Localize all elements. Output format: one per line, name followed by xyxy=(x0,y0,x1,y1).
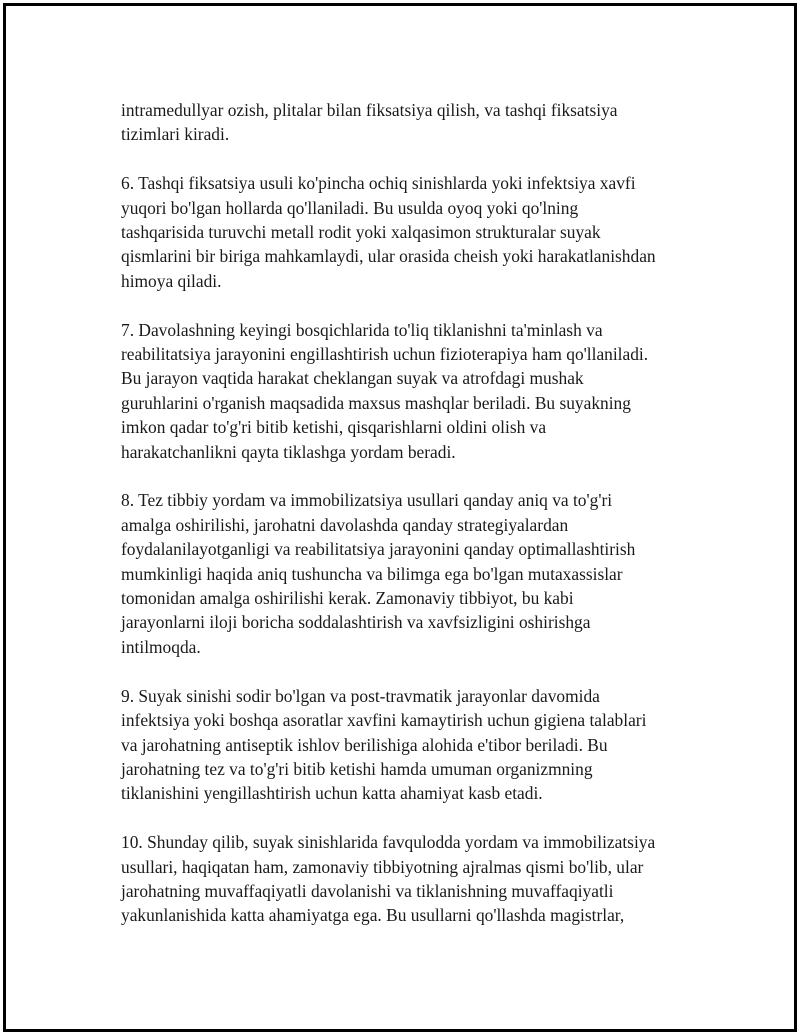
paragraph-continuation: intramedullyar ozish, plitalar bilan fiksatsiya qilish, va tashqi fiksatsiya tizimlari kiradi. xyxy=(121,100,618,145)
document-body xyxy=(121,98,701,952)
paragraph-7: 7. Davolashning keyingi bosqichlarida to'liq tiklanishni ta'minlash va reabilitatsiya jarayonini engillashtirish uchun fizioterapiya ham qo'llaniladi. Bu jarayon vaqtida harakat cheklangan suyak va atrofdagi mushak guruhlarini o'rganish maqsadida maxsus mashqlar beriladi. Bu suyakning imkon qadar to'g'ri bitib ketishi, qisqarishlarni oldini olish va harakatchanlikni qayta tiklashga yordam beradi. xyxy=(121,319,649,462)
paragraph-6: 6. Tashqi fiksatsiya usuli ko'pincha ochiq sinishlarda yoki infektsiya xavfi yuqori bo'lgan hollarda qo'llaniladi. Bu usulda oyoq yoki qo'lning tashqarisida turuvchi metall rodit yoki xalqasimon strukturalar suyak qismlarini bir biriga mahkamlaydi, ular orasida cheish yoki harakatlanishdan himoya qiladi. xyxy=(121,173,656,291)
paragraph-10: 10. Shunday qilib, suyak sinishlarida favqulodda yordam va immobilizatsiya usullari, haqiqatan ham, zamonaviy tibbiyotning ajralmas qismi bo'lib, ular jarohatning muvaffaqiyatli davolanishi va tiklanishning muvaffaqiyatli yakunlanishida katta ahamiyatga ega. Bu usullarni qo'llashda magistrlar, xyxy=(121,832,656,926)
paragraph-9: 9. Suyak sinishi sodir bo'lgan va post-travmatik jarayonlar davomida infektsiya yoki boshqa asoratlar xavfini kamaytirish uchun gigiena talablari va jarohatning antiseptik ishlov berilishiga alohida e'tibor beriladi. Bu jarohatning tez va to'g'ri bitib ketishi hamda umuman organizmning tiklanishini yengillashtirish uchun katta ahamiyat kasb etadi. xyxy=(121,685,647,804)
page-border xyxy=(3,3,797,1032)
paragraph-8: 8. Tez tibbiy yordam va immobilizatsiya usullari qanday aniq va to'g'ri amalga oshirilishi, jarohatni davolashda qanday strategiyalardan foydalanilayotganligi va reabilitatsiya jarayonini qanday optimallashtirish mumkinligi haqida aniq tushuncha va bilimga ega bo'lgan mutaxassislar tomonidan amalga oshirilishi kerak. Zamonaviy tibbiyot, bu kabi jarayonlarni iloji boricha soddalashtirish va xavfsizligini oshirishga intilmoqda. xyxy=(121,490,636,657)
